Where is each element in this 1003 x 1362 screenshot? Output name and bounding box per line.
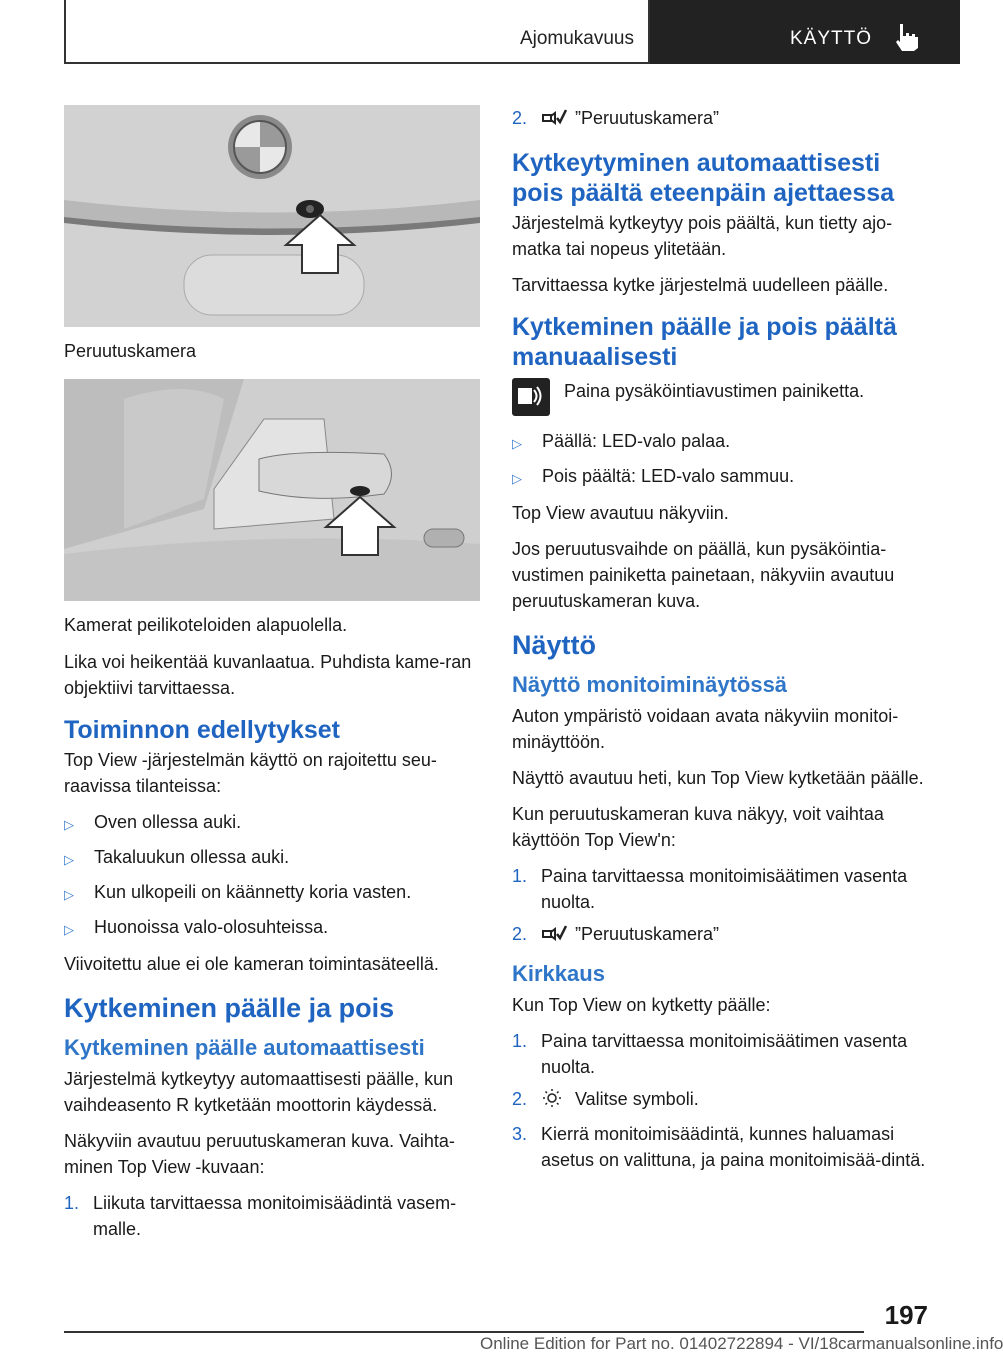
heading-kirkkaus: Kirkkaus xyxy=(512,961,605,986)
list-item: ▷ Huonoissa valo-olosuhteissa. xyxy=(64,914,482,943)
header-section-title: Ajomukavuus xyxy=(519,28,634,49)
right-column xyxy=(512,105,928,1181)
paragraph: Jos peruutusvaihde on päällä, kun pysäköintia-vustimen painiketta painetaan, näkyviin avautuu peruutuskameran kuva. xyxy=(512,539,895,611)
triangle-bullet-icon: ▷ xyxy=(64,852,74,867)
page-number: 197 xyxy=(884,1300,928,1330)
camera-symbol-icon xyxy=(541,921,575,950)
paragraph: Lika voi heikentää kuvanlaatua. Puhdista kame-ran objektiivi tarvittaessa. xyxy=(64,652,472,698)
steps-list xyxy=(512,863,928,950)
camera-symbol-icon xyxy=(541,105,575,134)
watermark-text: carmanualsonline.info xyxy=(838,1334,1003,1353)
edition-text: Online Edition for Part no. 01402722894 - VI/18 xyxy=(480,1334,839,1353)
steps-list xyxy=(64,1190,482,1242)
heading-kytkeminen: Kytkeminen päälle ja pois xyxy=(64,993,395,1023)
heading-naytto: Näyttö xyxy=(512,630,597,660)
list-item: ▷ Päällä: LED-valo palaa. xyxy=(512,428,928,457)
header-chapter-title: KÄYTTÖ xyxy=(790,28,873,49)
parking-button-row xyxy=(512,378,928,416)
list-item: 1. Paina tarvittaessa monitoimisäätimen vasenta nuolta. xyxy=(512,866,908,912)
steps-list xyxy=(512,1028,928,1173)
list-item: 2. ”Peruutuskamera” xyxy=(512,921,928,950)
paragraph: Järjestelmä kytkeytyy pois päältä, kun tietty ajo-matka tai nopeus ylitetään. xyxy=(512,213,893,259)
list-item: 2. ”Peruutuskamera” xyxy=(512,105,928,134)
list-item: ▷ Pois päältä: LED-valo sammuu. xyxy=(512,463,928,492)
paragraph: Tarvittaessa kytke järjestelmä uudelleen päälle. xyxy=(512,275,889,295)
list-item: ▷ Takaluukun ollessa auki. xyxy=(64,844,482,873)
triangle-bullet-icon: ▷ xyxy=(512,436,522,451)
mirror-camera-photo xyxy=(64,379,480,601)
footer-divider xyxy=(64,1331,864,1333)
paragraph: Järjestelmä kytkeytyy automaattisesti päälle, kun vaihdeasento R kytketään moottorin käydessä. xyxy=(64,1069,454,1115)
paragraph: Top View -järjestelmän käyttö on rajoitettu seu-raavissa tilanteissa: xyxy=(64,750,437,796)
led-states-list xyxy=(512,428,928,492)
list-item: 3. Kierrä monitoimisäädintä, kunnes haluamasi asetus on valittuna, ja paina monitoimisää-dintä. xyxy=(512,1124,926,1170)
heading-automaattisesti: Kytkeminen päälle automaattisesti xyxy=(64,1035,425,1060)
heading-monitoiminaytto: Näyttö monitoiminäytössä xyxy=(512,672,788,697)
paragraph: Top View avautuu näkyviin. xyxy=(512,503,729,523)
rear-camera-caption: Peruutuskamera xyxy=(64,341,197,361)
conditions-list xyxy=(64,809,482,943)
heading-manuaalisesti: Kytkeminen päälle ja pois päältä manuaalisesti xyxy=(512,313,897,371)
header-section-tab xyxy=(64,0,650,64)
paragraph: Kun peruutuskameran kuva näkyy, voit vaihtaa käyttöön Top View'n: xyxy=(512,804,884,850)
paragraph: Näkyviin avautuu peruutuskameran kuva. Vaihta-minen Top View -kuvaan: xyxy=(64,1131,455,1177)
mirror-camera-caption: Kamerat peilikoteloiden alapuolella. xyxy=(64,615,348,635)
triangle-bullet-icon: ▷ xyxy=(512,471,522,486)
left-column xyxy=(64,105,482,1250)
list-item: ▷ Kun ulkopeili on käännetty koria vasten. xyxy=(64,879,482,908)
paragraph: Näyttö avautuu heti, kun Top View kytketään päälle. xyxy=(512,768,924,788)
parking-assist-button-icon xyxy=(512,378,550,416)
triangle-bullet-icon: ▷ xyxy=(64,922,74,937)
list-item: 1. Paina tarvittaessa monitoimisäätimen vasenta nuolta. xyxy=(512,1031,908,1077)
paragraph: Viivoitettu alue ei ole kameran toimintasäteellä. xyxy=(64,954,439,974)
pointing-hand-icon xyxy=(894,22,920,52)
list-item: ▷ Oven ollessa auki. xyxy=(64,809,482,838)
steps-list xyxy=(512,105,928,134)
paragraph: Kun Top View on kytketty päälle: xyxy=(512,995,771,1015)
button-instruction: Paina pysäköintiavustimen painiketta. xyxy=(564,381,865,401)
brightness-sun-icon xyxy=(541,1086,575,1115)
heading-edellytykset: Toiminnon edellytykset xyxy=(64,716,340,744)
rear-camera-photo xyxy=(64,105,480,327)
list-item: 2. Valitse symboli. xyxy=(512,1086,928,1115)
triangle-bullet-icon: ▷ xyxy=(64,887,74,902)
list-item: 1. Liikuta tarvittaessa monitoimisäädintä vasem-malle. xyxy=(64,1193,457,1239)
triangle-bullet-icon: ▷ xyxy=(64,817,74,832)
paragraph: Auton ympäristö voidaan avata näkyviin monitoi-minäyttöön. xyxy=(512,706,899,752)
heading-pois-paalta: Kytkeytyminen automaattisesti pois päältä eteenpäin ajettaessa xyxy=(512,149,895,207)
